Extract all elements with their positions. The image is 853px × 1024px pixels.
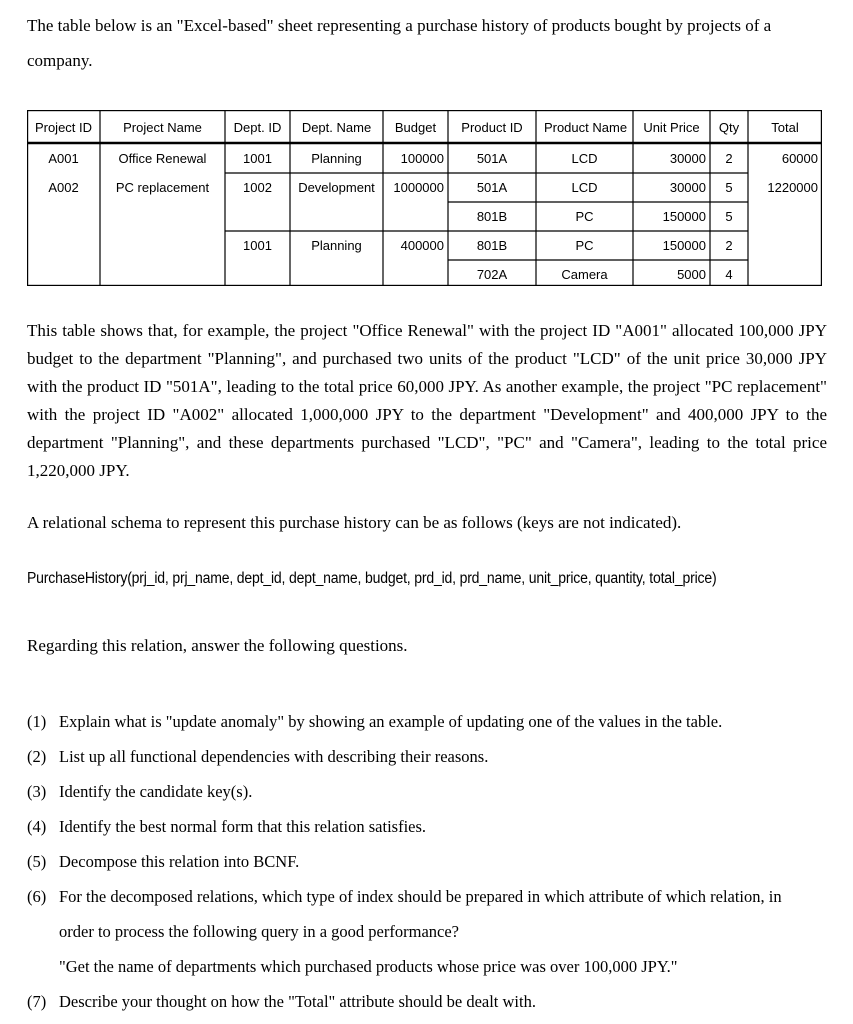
cell-unit-price: 150000 [662, 209, 706, 224]
cell-total: 1220000 [767, 180, 818, 195]
question-text: Explain what is "update anomaly" by showing an example of updating one of the values in the table. [59, 712, 723, 731]
question-number: (1) [27, 712, 47, 731]
question-number: (7) [27, 992, 47, 1011]
question-number: (5) [27, 852, 47, 871]
question-item [27, 774, 827, 809]
header-unit-price: Unit Price [643, 120, 700, 135]
cell-product-id: 801B [476, 238, 508, 253]
intro-paragraph: The table below is an "Excel-based" sheet representing a purchase history of products bought by projects of a company. [27, 16, 772, 70]
cell-dept-id: 1002 [243, 180, 272, 195]
relational-schema: PurchaseHistory(prj_id, prj_name, dept_id, dept_name, budget, prd_id, prd_name, unit_price, quantity, total_price) [27, 570, 717, 587]
question-text-continued: order to process the following query in a good performance? [59, 922, 459, 941]
question-item [27, 879, 827, 984]
cell-product-name: PC [575, 209, 594, 224]
cell-product-id: 702A [476, 267, 508, 282]
cell-product-id: 801B [476, 209, 508, 224]
question-item [27, 809, 827, 844]
question-number: (2) [27, 747, 47, 766]
cell-project-id: A001 [48, 151, 79, 166]
header-product-id: Product ID [461, 120, 523, 135]
questions-intro: Regarding this relation, answer the following questions. [27, 636, 408, 655]
question-number: (4) [27, 817, 47, 836]
cell-unit-price: 30000 [669, 151, 706, 166]
question-text: Describe your thought on how the "Total" attribute should be dealt with. [59, 992, 536, 1011]
question-text: Identify the best normal form that this relation satisfies. [59, 817, 427, 836]
cell-budget: 400000 [400, 238, 444, 253]
cell-project-id: A002 [48, 180, 79, 195]
purchase-history-table [27, 110, 822, 286]
cell-dept-name: Planning [311, 238, 362, 253]
cell-unit-price: 30000 [669, 180, 706, 195]
cell-budget: 100000 [400, 151, 444, 166]
cell-qty: 5 [725, 209, 733, 224]
cell-dept-name: Development [298, 180, 375, 195]
question-item [27, 739, 827, 774]
explanation-paragraph: This table shows that, for example, the project "Office Renewal" with the project ID "A001" allocated 100,000 JPY budget to the department "Planning", and purchased two units of the product "LCD" of the unit price 30,000 JPY with the product ID "501A", leading to the total price 60,000 JPY. As another example, the project "PC replacement" with the project ID "A002" allocated 1,000,000 JPY to the department "Development" and 400,000 JPY to the department "Planning", and these departments purchased "LCD", "PC" and "Camera", leading to the total price 1,220,000 JPY. [27, 321, 827, 480]
cell-unit-price: 150000 [662, 238, 706, 253]
question-list [27, 704, 827, 1019]
cell-unit-price: 5000 [677, 267, 706, 282]
question-item [27, 704, 827, 739]
header-project-name: Project Name [123, 120, 202, 135]
table-grid-lines [27, 110, 822, 286]
question-number: (3) [27, 782, 47, 801]
header-total: Total [771, 120, 799, 135]
cell-dept-id: 1001 [243, 151, 272, 166]
cell-budget: 1000000 [393, 180, 444, 195]
header-qty: Qty [718, 120, 740, 135]
query-text: "Get the name of departments which purchased products whose price was over 100,000 JPY." [59, 957, 678, 976]
header-dept-id: Dept. ID [233, 120, 282, 135]
cell-project-name: Office Renewal [118, 151, 207, 166]
cell-project-name: PC replacement [115, 180, 210, 195]
cell-product-name: Camera [561, 267, 608, 282]
header-project-id: Project ID [34, 120, 93, 135]
question-text: For the decomposed relations, which type of index should be prepared in which attribute of which relation, in [59, 887, 782, 906]
cell-product-name: LCD [571, 180, 598, 195]
header-dept-name: Dept. Name [301, 120, 372, 135]
cell-product-name: LCD [571, 151, 598, 166]
cell-product-id: 501A [476, 151, 508, 166]
question-text: Decompose this relation into BCNF. [59, 852, 300, 871]
question-item [27, 844, 827, 879]
cell-qty: 2 [725, 151, 733, 166]
question-text: List up all functional dependencies with describing their reasons. [59, 747, 489, 766]
question-text: Identify the candidate key(s). [59, 782, 253, 801]
question-number: (6) [27, 887, 47, 906]
cell-dept-name: Planning [311, 151, 362, 166]
cell-qty: 4 [725, 267, 733, 282]
question-item [27, 984, 827, 1019]
schema-intro-paragraph: A relational schema to represent this purchase history can be as follows (keys are not indicated). [27, 513, 682, 532]
cell-dept-id: 1001 [243, 238, 272, 253]
cell-qty: 2 [725, 238, 733, 253]
cell-product-id: 501A [476, 180, 508, 195]
header-budget: Budget [394, 120, 437, 135]
header-product-name: Product Name [543, 120, 628, 135]
cell-product-name: PC [575, 238, 594, 253]
cell-qty: 5 [725, 180, 733, 195]
cell-total: 60000 [781, 151, 818, 166]
